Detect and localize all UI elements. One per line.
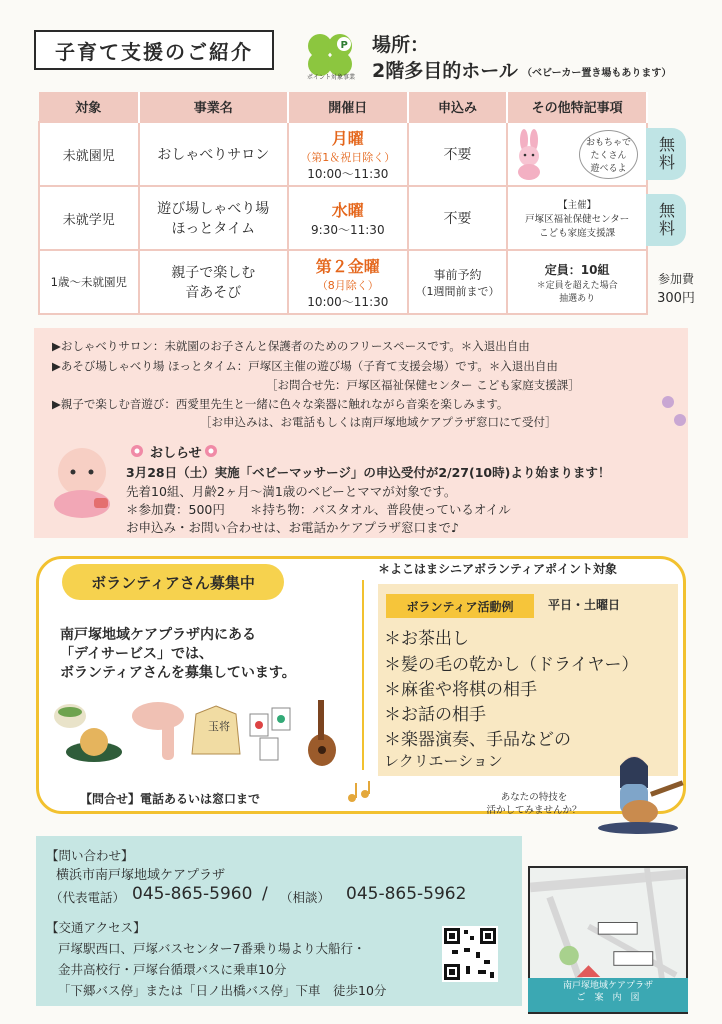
place-name: 2階多目的ホール [372, 60, 518, 82]
program-cell: おしゃべりサロン [139, 122, 288, 186]
activity-item: ＊髪の毛の乾かし（ドライヤー） [384, 655, 639, 675]
special-cell: 【主催】 戸塚区福祉保健センター こども家庭支援課 [507, 186, 647, 250]
phone-consult[interactable]: 045-865-5962 [346, 884, 467, 904]
fee-box [652, 270, 700, 306]
table-header-row [39, 92, 647, 122]
phone-label-consult: （相談） [280, 890, 331, 905]
bunny-toy-icon [510, 128, 548, 180]
point-note: ＊よこはまシニアボランティアポイント対象 [378, 562, 618, 576]
phone-main[interactable]: 045-865-5960 [132, 884, 253, 904]
activity-item: レクリエーション [384, 752, 503, 770]
access-title: 【交通アクセス】 [46, 920, 146, 935]
flower-deco-icon [660, 392, 688, 432]
day-cell: 第２金曜 （8月除く） 10:00～11:30 [288, 250, 408, 314]
qr-code-icon[interactable] [442, 926, 498, 982]
volunteer-desc: 南戸塚地域ケアプラザ内にある [60, 627, 256, 643]
contact-title: 【問い合わせ】 [46, 848, 134, 863]
shogi-piece-icon [192, 706, 240, 754]
target-cell: 1歳～未就園児 [39, 250, 139, 314]
hair-dryer-icon [132, 702, 184, 760]
col-header: 対象 [39, 92, 139, 122]
target-cell: 未就園児 [39, 122, 139, 186]
note-line: ▶おしゃべりサロン：未就園のお子さんと保護者のためのフリースペースです。＊入退出自由 [52, 339, 530, 353]
note-line: ▶あそび場しゃべり場 ほっとタイム：戸塚区主催の遊び場（子育て支援会場）です。＊入退出自由 [52, 359, 558, 373]
volunteer-title: ボランティアさん募集中 [62, 564, 284, 600]
phone-separator: / [262, 884, 268, 904]
svg-text:玉将: 玉将 [208, 720, 230, 733]
volunteer-desc: 「デイサービス」では、 [60, 646, 214, 662]
activity-tag: ボランティア活動例 [386, 594, 534, 618]
apply-cell: 事前予約 （1週間前まで） [408, 250, 508, 314]
program-cell: 親子で楽しむ 音あそび [139, 250, 288, 314]
note-line: ［お問合せ先：戸塚区福祉保健センター こども家庭支援課］ [266, 378, 580, 392]
ukulele-icon [308, 700, 336, 766]
table-row [39, 186, 647, 250]
col-header: 申込み [408, 92, 508, 122]
volunteer-illustrations [50, 694, 340, 780]
news-title: おしらせ [150, 446, 202, 461]
guitar-player-icon [594, 752, 688, 834]
activity-days: 平日・土曜日 [548, 598, 621, 612]
org-name: 横浜市南戸塚地域ケアプラザ [56, 868, 226, 883]
badge-caption: ポイント対象事業 [306, 74, 355, 81]
volunteer-divider [362, 580, 364, 770]
tea-icon [54, 704, 86, 728]
activity-item: ＊お話の相手 [384, 705, 486, 725]
schedule-table [38, 92, 648, 315]
apply-cell: 不要 [408, 122, 508, 186]
table-row [39, 250, 647, 314]
target-cell: 未就学児 [39, 186, 139, 250]
mahjong-tile-icon [250, 708, 290, 760]
note-line: ［お申込みは、お電話もしくは南戸塚地域ケアプラザ窓口にて受付］ [200, 415, 557, 429]
activity-item: ＊楽器演奏、手品などの [384, 730, 571, 750]
volunteer-desc: ボランティアさんを募集しています。 [60, 665, 296, 681]
flower-icon [130, 444, 144, 458]
day-cell: 月曜 （第1＆祝日除く） 10:00～11:30 [288, 122, 408, 186]
fee-label: 参加費 [657, 272, 694, 286]
news-line: 先着10組、月齢2ヶ月～満1歳のベビーとママが対象です。 [126, 484, 457, 499]
place-note: （ベビーカー置き場もあります） [522, 68, 672, 79]
music-note-icon [346, 780, 372, 804]
baby-illustration-icon [46, 442, 118, 522]
map-banner: 南戸塚地域ケアプラザ ご 案 内 図 [528, 978, 688, 1012]
access-line: 戸塚駅西口、戸塚バスセンター7番乗り場より大船行・ [58, 941, 366, 956]
activity-item: ＊お茶出し [384, 629, 469, 649]
access-line: 「下郷バス停」または「日ノ出橋バス停」下車 徒歩10分 [58, 983, 387, 998]
wagashi-icon [66, 728, 122, 762]
col-header: 事業名 [139, 92, 288, 122]
table-row [39, 122, 647, 186]
free-tag: 無料 [646, 128, 686, 180]
news-line: 3月28日（土）実施「ベビーマッサージ」の申込受付が2/27(10時)より始まります！ [126, 465, 611, 480]
fee-amount: 300円 [657, 291, 695, 306]
note-line: ▶親子で楽しむ音遊び：西愛里先生と一緒に色々な楽器に触れながら音楽を楽しみます。 [52, 397, 509, 411]
volunteer-contact: 【問合せ】電話あるいは窓口まで [80, 792, 261, 806]
page-title: 子育て支援のご紹介 [34, 30, 274, 70]
day-cell: 水曜 9:30～11:30 [288, 186, 408, 250]
col-header: 開催日 [288, 92, 408, 122]
special-cell: 定員：10組 ＊定員を超えた場合 抽選あり [507, 250, 647, 314]
col-header: その他特記事項 [507, 92, 647, 122]
special-cell: おもちゃで たくさん 遊べるよ [507, 122, 647, 186]
apply-cell: 不要 [408, 186, 508, 250]
news-line: ＊参加費：500円 ＊持ち物：バスタオル、普段使っているオイル [126, 502, 511, 517]
flower-icon [204, 444, 218, 458]
phone-label-main: （代表電話） [50, 890, 126, 905]
place-label: 場所： [372, 34, 430, 56]
guitar-caption: あなたの特技を 活かしてみませんか？ [486, 792, 582, 816]
news-line: お申込み・お問い合わせは、お電話かケアプラザ窓口まで♪ [126, 520, 459, 535]
free-tag: 無料 [646, 194, 686, 246]
activity-item: ＊麻雀や将棋の相手 [384, 680, 537, 700]
access-line: 金井高校行・戸塚台循環バスに乗車10分 [58, 962, 287, 977]
program-cell: 遊び場しゃべり場 ほっとタイム [139, 186, 288, 250]
svg-text:P: P [340, 40, 348, 51]
